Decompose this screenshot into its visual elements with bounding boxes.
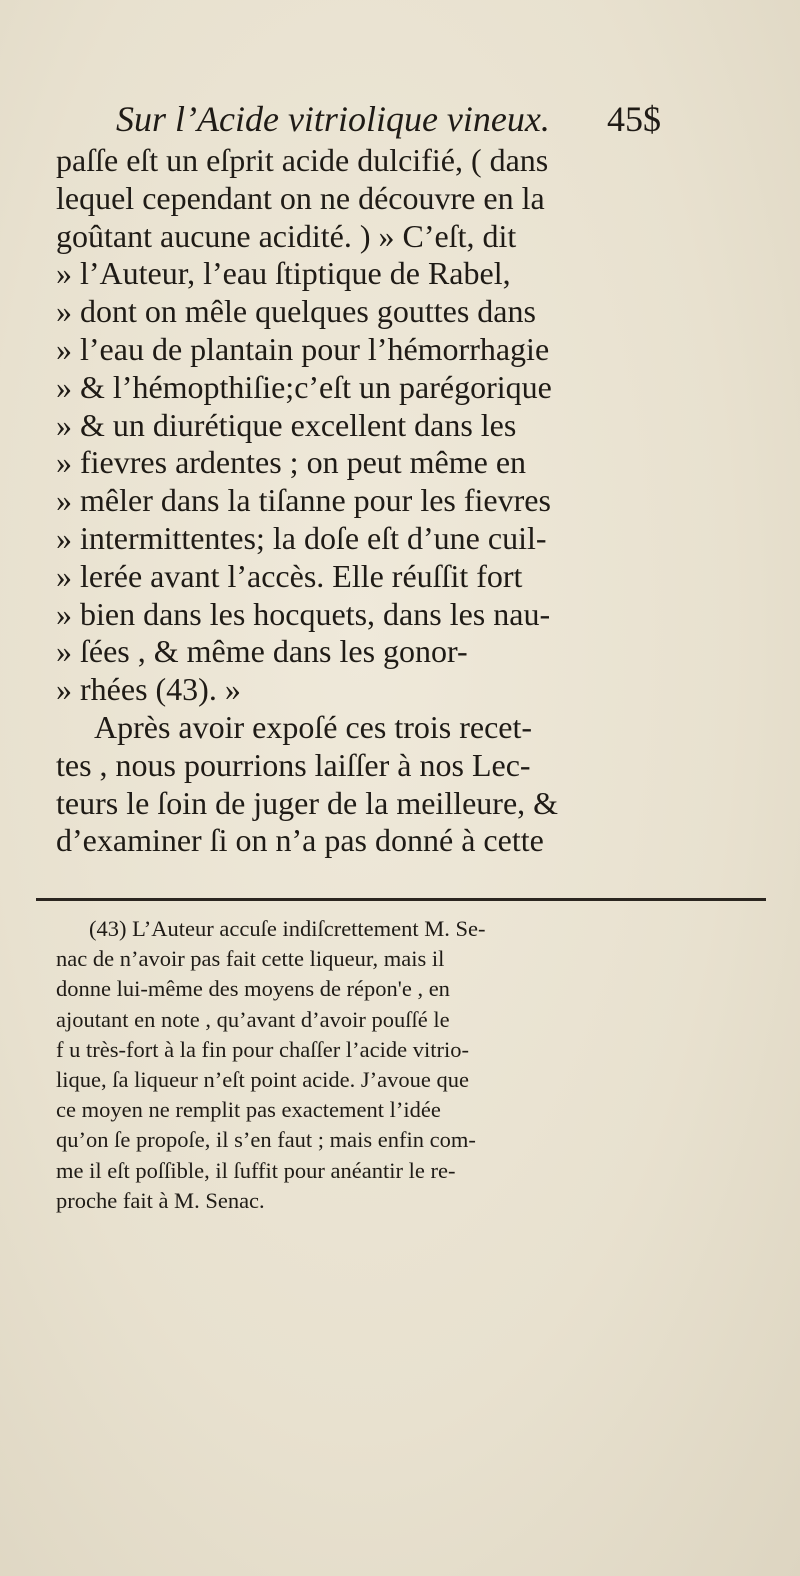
text-line: » & l’hémopthiſie;c’eſt un parégorique [56,368,552,405]
text-line: » l’eau de plantain pour l’hémorrhagie [56,330,550,367]
text-line: » bien dans les hocquets, dans les nau- [56,595,551,632]
text-line: » fievres ardentes ; on peut même en [56,444,527,481]
running-title: Sur l’Acide vitriolique vineux. [116,99,550,139]
footnote-line: ajoutant en note , qu’avant d’avoir pouſſé le [56,1006,450,1032]
footnote-line: lique, ſa liqueur n’eſt point acide. J’avoue que [56,1066,469,1092]
footnote-line: ce moyen ne remplit pas exactement l’idée [56,1097,441,1123]
footnote-line: me il eſt poſſible, il ſuffit pour anéantir le re- [56,1157,456,1183]
text-line: goûtant aucune acidité. ) » C’eſt, dit [56,217,517,254]
page-number: 45$ [607,99,661,139]
text-line: d’examiner ſi on n’a pas donné à cette [56,822,544,859]
text-line: teurs le ſoin de juger de la meilleure, & [56,784,559,821]
main-text [56,142,776,860]
text-line: » l’Auteur, l’eau ſtiptique de Rabel, [56,255,511,292]
text-line: » rhées (43). » [56,671,241,708]
text-line: tes , nous pourrions laiſſer à nos Lec- [56,746,531,783]
footnote-line: qu’on ſe propoſe, il s’en faut ; mais enfin com- [56,1127,476,1153]
text-line: » lerée avant l’accès. Elle réuſſit fort [56,557,523,594]
text-line: » dont on mêle quelques gouttes dans [56,293,536,330]
text-line: » mêler dans la tiſanne pour les fievres [56,482,551,519]
text-line: paſſe eſt un eſprit acide dulcifié, ( dans [56,142,549,178]
footnote-line: (43) L’Auteur accuſe indiſcrettement M. Se- [89,916,486,941]
footnote-separator [36,898,766,901]
footnote-line: proche fait à M. Senac. [56,1187,265,1213]
text-line: » & un diurétique excellent dans les [56,406,517,443]
footnote [56,914,776,1216]
text-line: lequel cependant on ne découvre en la [56,179,545,216]
text-line: Après avoir expoſé ces trois recet- [94,708,533,745]
text-line: » intermittentes; la doſe eſt d’une cuil- [56,519,547,556]
footnote-line: f u très-fort à la fin pour chaſſer l’acide vitrio- [56,1036,469,1062]
footnote-line: nac de n’avoir pas fait cette liqueur, mais il [56,946,445,972]
page-header [116,96,696,142]
footnote-line: donne lui-même des moyens de répon'e , en [56,976,450,1002]
text-line: » ſées , & même dans les gonor- [56,633,468,670]
